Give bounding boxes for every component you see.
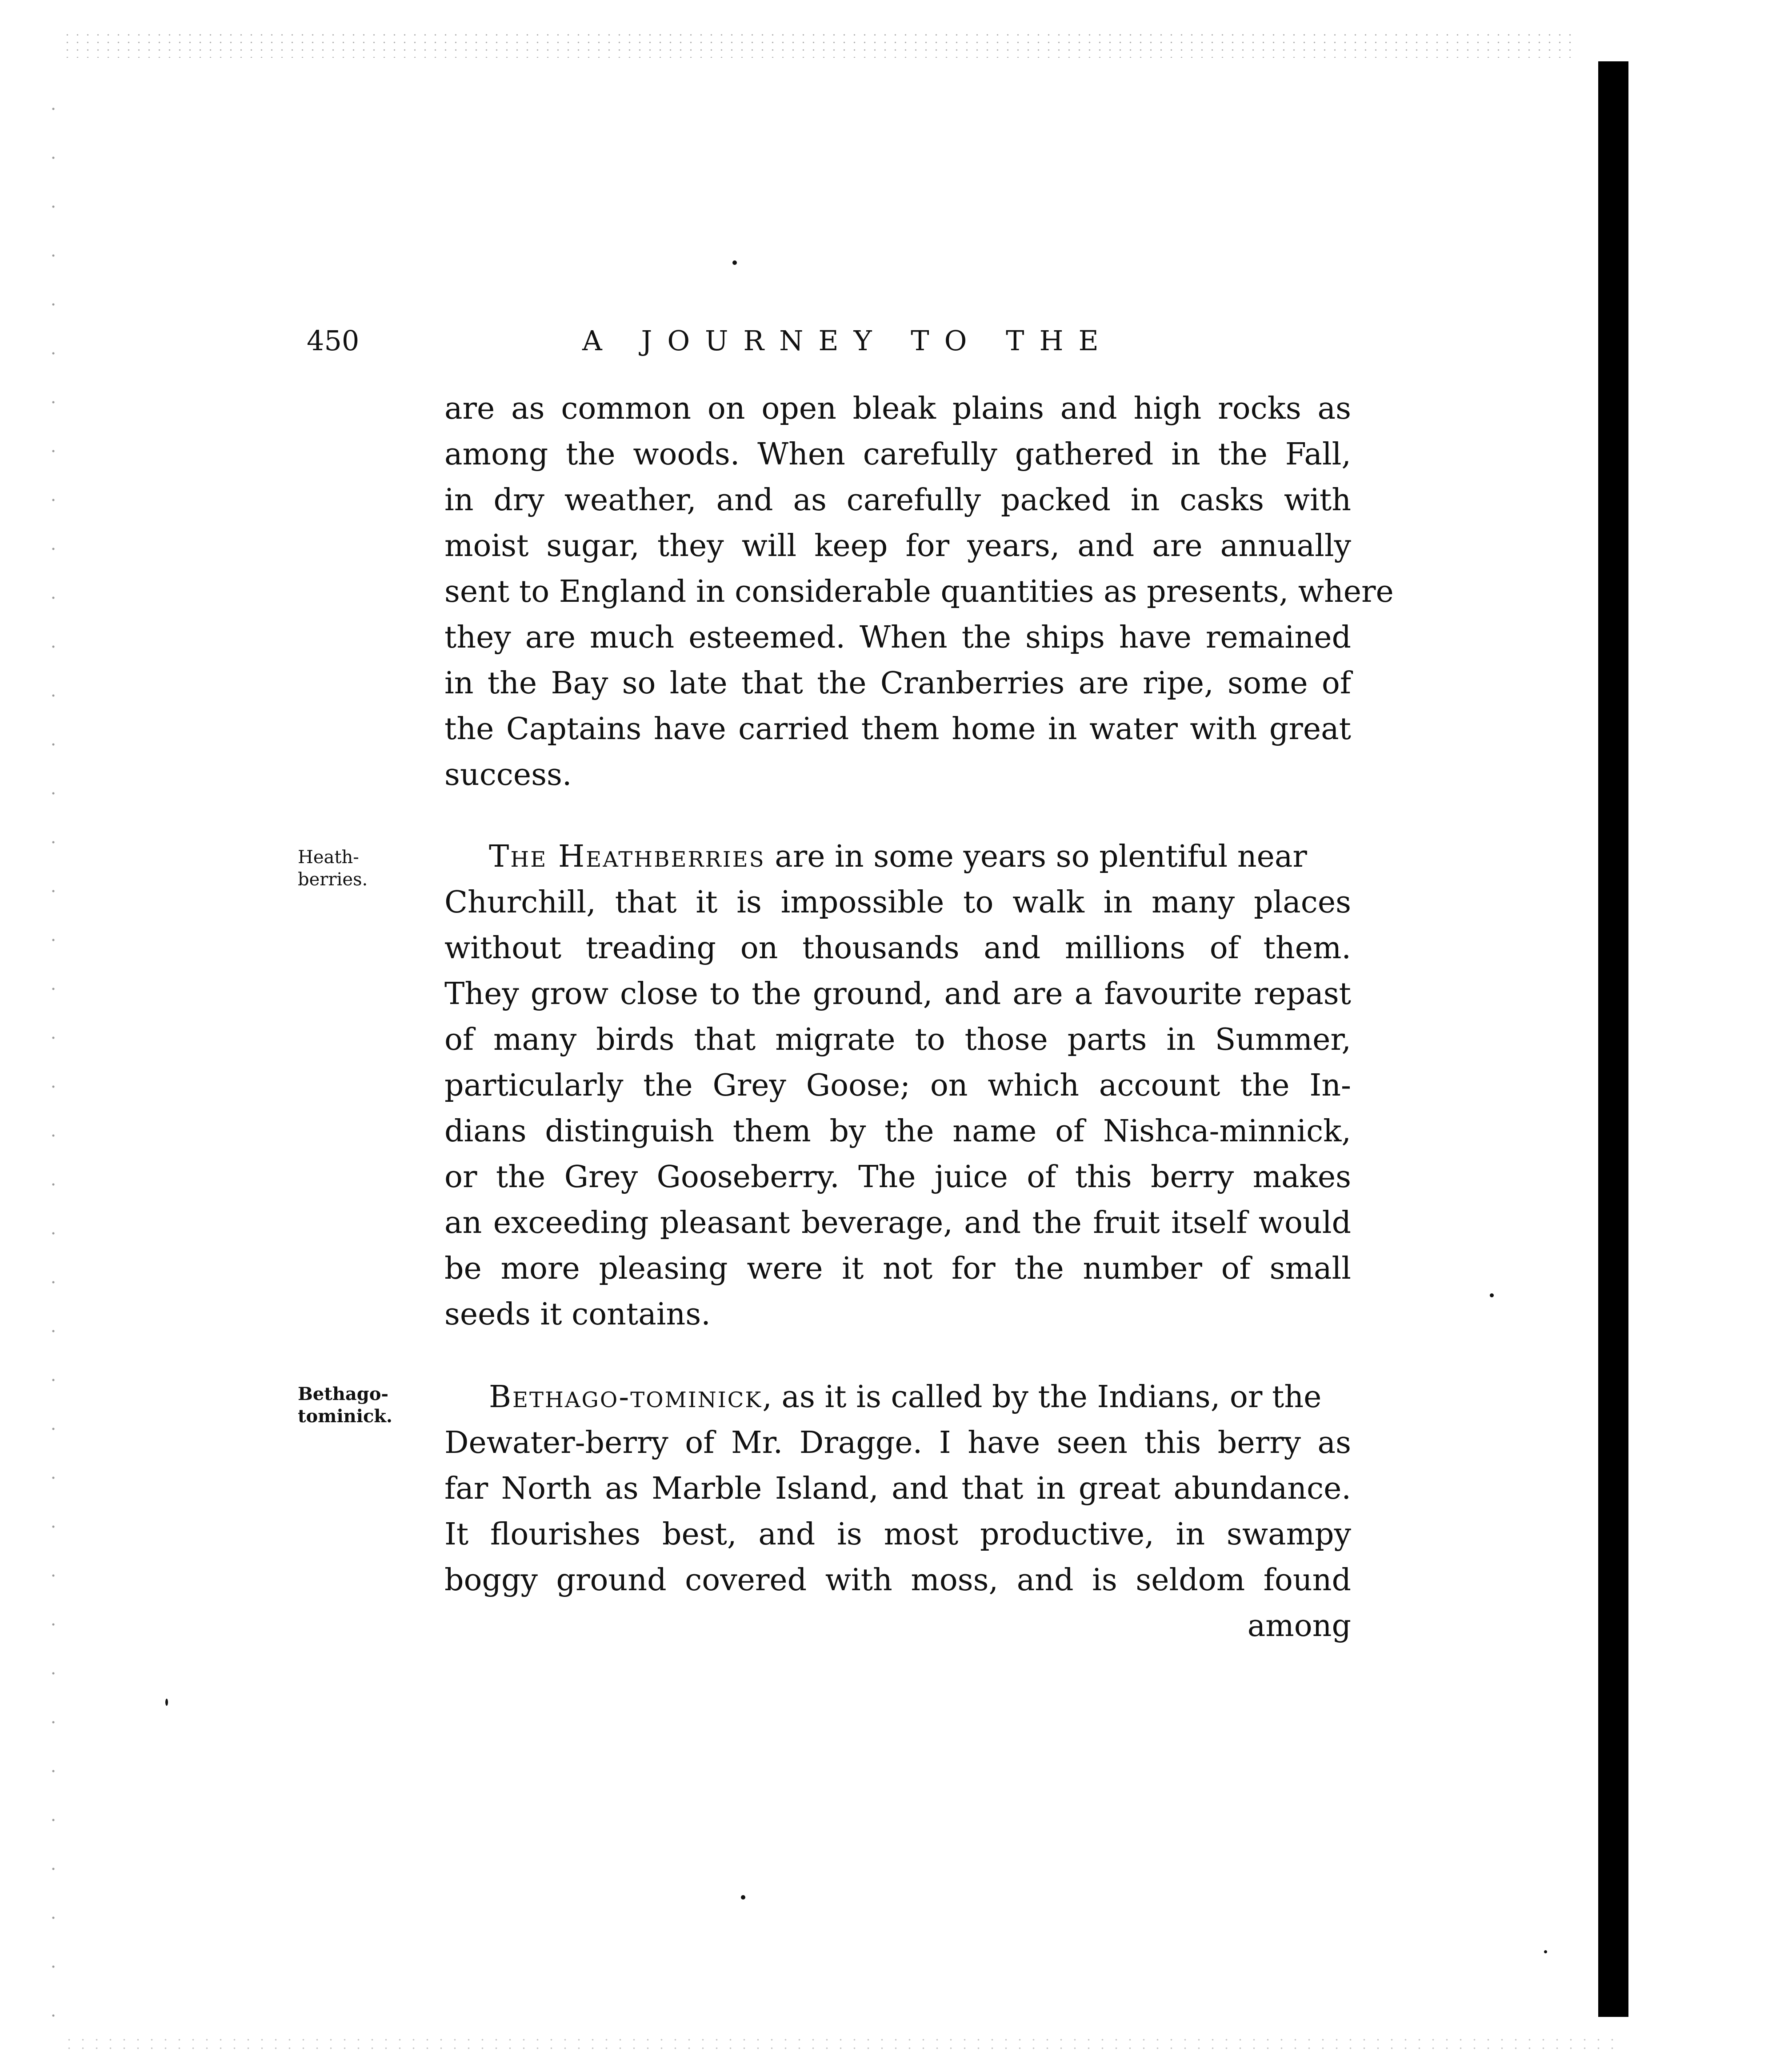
- margin-note-line: berries.: [298, 869, 368, 890]
- lead-caps: Bethago-tominick: [489, 1380, 763, 1415]
- text-line: without treading on thousands and millions of them.: [444, 931, 1351, 966]
- paragraph-heathberries: [444, 834, 1351, 1337]
- text-line: they are much esteemed. When the ships have remained: [444, 620, 1351, 655]
- ink-speck: [165, 1699, 168, 1706]
- paragraph-cranberries-continued: [444, 386, 1394, 798]
- paragraph-bethago-tominick: [444, 1374, 1351, 1649]
- margin-note-heathberries: [298, 846, 368, 891]
- text-line: are as common on open bleak plains and high rocks as: [444, 391, 1351, 426]
- catchword: among: [1247, 1608, 1351, 1644]
- text-line: an exceeding pleasant beverage, and the fruit itself would: [444, 1205, 1351, 1240]
- scan-binding-shadow: [1598, 61, 1628, 2017]
- margin-note-line: Heath-: [298, 847, 359, 868]
- text-line: among the woods. When carefully gathered in the Fall,: [444, 437, 1351, 472]
- margin-note-bethago-tominick: [298, 1383, 392, 1428]
- text-line: sent to England in considerable quantities as presents, where: [444, 574, 1394, 609]
- text-line: seeds it contains.: [444, 1297, 711, 1332]
- text-line: Dewater-berry of Mr. Dragge. I have seen this berry as: [444, 1425, 1351, 1460]
- text-line: moist sugar, they will keep for years, and are annually: [444, 528, 1351, 564]
- lead-rest: are in some years so plentiful near: [765, 839, 1307, 874]
- scan-edge-noise-left: [47, 84, 60, 2018]
- ink-speck: [1490, 1293, 1494, 1297]
- text-line: the Captains have carried them home in water with great: [444, 712, 1351, 747]
- ink-speck: [741, 1895, 745, 1900]
- text-line-first: [444, 834, 1351, 880]
- text-line: They grow close to the ground, and are a favourite repast: [444, 976, 1351, 1012]
- text-line: Churchill, that it is impossible to walk in many places: [444, 885, 1351, 920]
- text-line: dians distinguish them by the name of Nishca-minnick,: [444, 1114, 1351, 1149]
- ink-speck: [732, 260, 737, 265]
- text-line: in dry weather, and as carefully packed in casks with: [444, 483, 1351, 518]
- page-number: 450: [307, 324, 360, 357]
- text-line: success.: [444, 757, 572, 792]
- ink-speck: [1544, 1950, 1547, 1953]
- text-line: particularly the Grey Goose; on which account the In-: [444, 1068, 1351, 1103]
- lead-rest: , as it is called by the Indians, or the: [762, 1380, 1322, 1415]
- running-header: [307, 321, 1364, 361]
- margin-note-line: tominick.: [298, 1406, 392, 1427]
- text-line: or the Grey Gooseberry. The juice of this berry makes: [444, 1160, 1351, 1195]
- text-line: of many birds that migrate to those parts in Summer,: [444, 1022, 1351, 1057]
- text-line: boggy ground covered with moss, and is seldom found: [444, 1563, 1351, 1598]
- text-line: It flourishes best, and is most productive, in swampy: [444, 1517, 1351, 1552]
- scan-edge-noise-bottom: [62, 2036, 1618, 2056]
- scan-edge-noise-top: [62, 31, 1573, 58]
- text-line-first: [444, 1374, 1351, 1420]
- lead-caps: The Heathberries: [489, 839, 765, 874]
- text-line: far North as Marble Island, and that in great abundance.: [444, 1471, 1351, 1506]
- text-line: be more pleasing were it not for the number of small: [444, 1251, 1351, 1286]
- running-title: A JOURNEY TO THE: [582, 324, 1114, 357]
- text-line: in the Bay so late that the Cranberries are ripe, some of: [444, 666, 1351, 701]
- margin-note-line: Bethago-: [298, 1384, 388, 1404]
